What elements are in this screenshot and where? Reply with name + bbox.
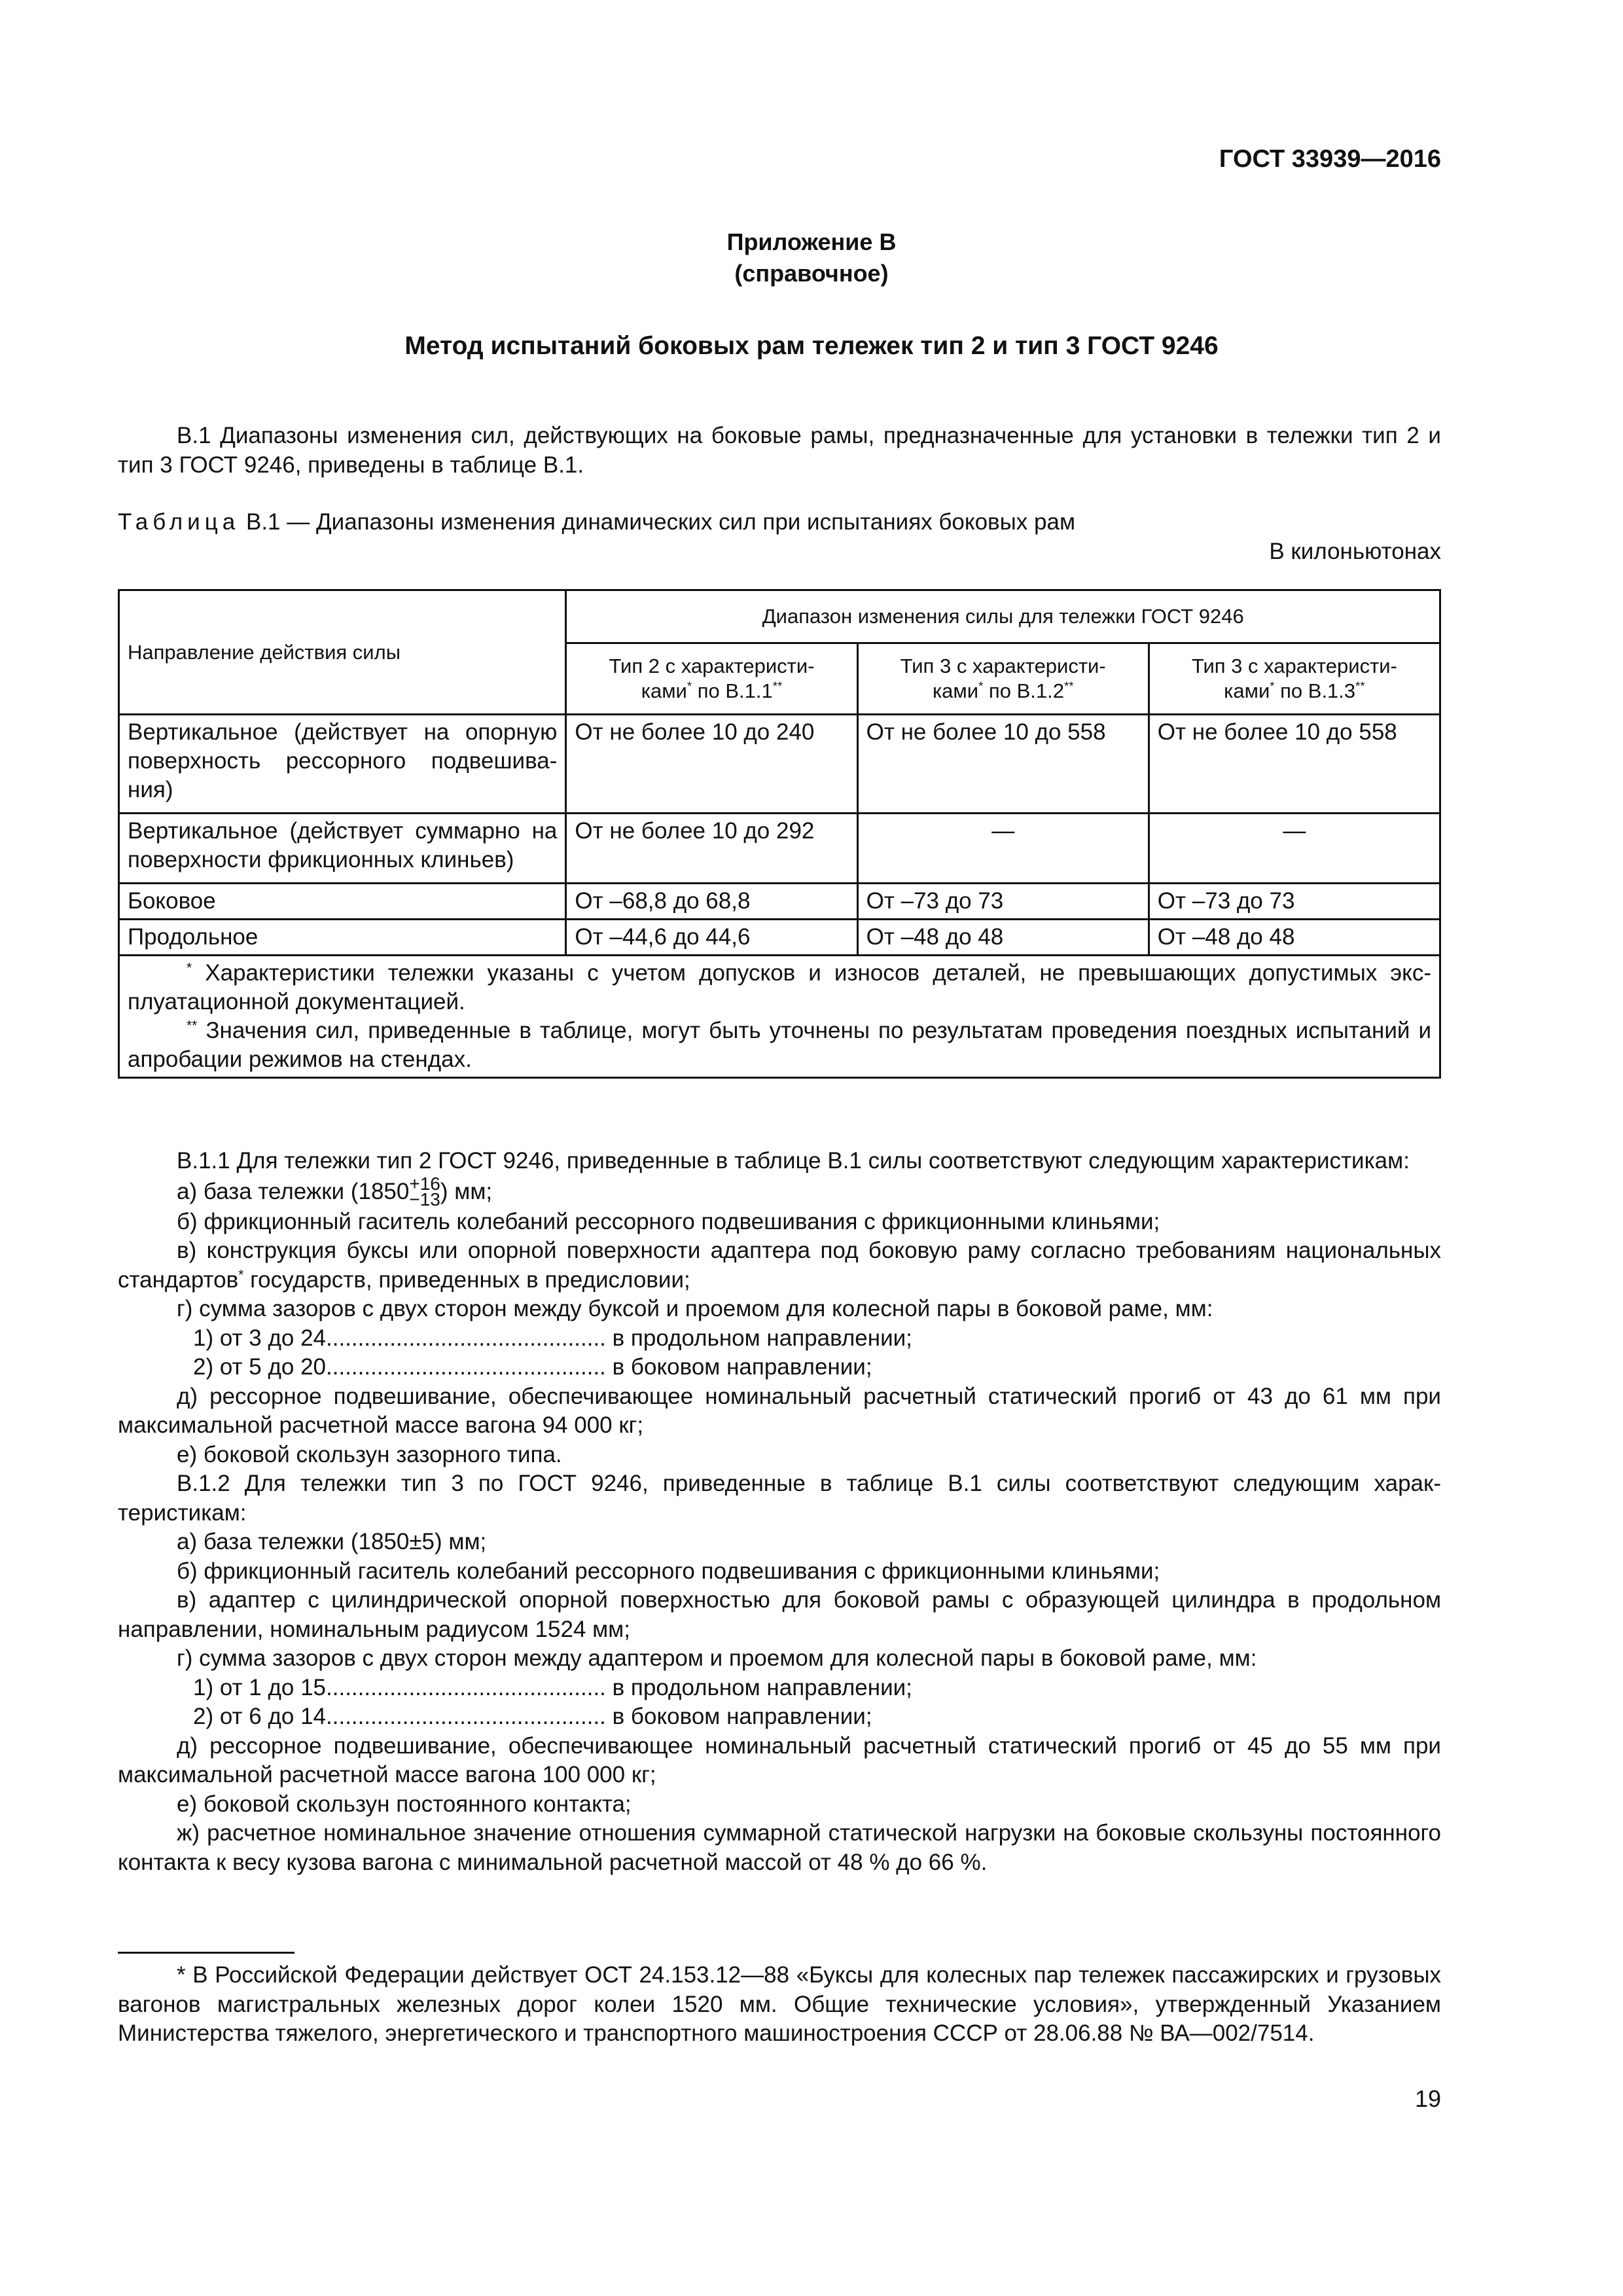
table-caption-label: Таблица	[118, 509, 240, 535]
footnote	[118, 1961, 1441, 2049]
footnote-mark: *	[177, 1962, 186, 1988]
b11-item-d2: 2) от 5 до 20............................................ в боковом направлении;	[193, 1354, 872, 1380]
method-title: Метод испытаний боковых рам тележек тип 2 и тип 3 ГОСТ 9246	[404, 332, 1219, 360]
intro-block	[118, 422, 1441, 480]
header-direction: Направление действия силы	[119, 590, 566, 715]
row-value-type3-b13: От –48 до 48	[1149, 920, 1440, 956]
subheader-type3-b12: Тип 3 с характеристи- ками* по В.1.2**	[857, 643, 1149, 715]
subheader-type3-b13: Тип 3 с характеристи- ками* по В.1.3**	[1149, 643, 1440, 715]
b12-lead: В.1.2 Для тележки тип 3 по ГОСТ 9246, приведенные в таблице В.1 силы соответствуют следующим характеристикам:	[118, 1471, 1441, 1526]
table-row	[119, 715, 1440, 814]
page-number: 19	[1414, 2085, 1441, 2112]
row-value-type3-b13: От –73 до 73	[1149, 884, 1440, 920]
b12-item-a: а) база тележки (1850±5) мм;	[177, 1529, 487, 1554]
table-note: * Характеристики тележки указаны с учетом допусков и износов деталей, не превышающих допустимых эксплуатационной документацией.	[128, 960, 1431, 1014]
b11-item-d1: 1) от 3 до 24............................................ в продольном направлении;	[193, 1325, 912, 1351]
b11-item-a: а) база тележки (1850 +16 −13 ) мм;	[177, 1173, 493, 1210]
b12-item-d: г) сумма зазоров с двух сторон между адаптером и проемом для колесной пары в боковой раме, мм:	[177, 1645, 1257, 1671]
b11-item-c: в) конструкция буксы или опорной поверхности адаптера под боковую раму согласно требованиям национальных стандартов* государств, приведенных в предисловии;	[118, 1238, 1441, 1293]
row-value-type3-b12: От –48 до 48	[857, 920, 1149, 956]
forces-table	[118, 589, 1441, 1079]
b12-item-e: д) рессорное подвешивание, обеспечивающее номинальный расчетный статический прогиб от 45 до 55 мм при максимальной расчетной массе вагона 100 000 кг;	[118, 1732, 1441, 1787]
b11-lead: В.1.1 Для тележки тип 2 ГОСТ 9246, приведенные в таблице В.1 силы соответствуют следующим характеристикам:	[177, 1148, 1410, 1174]
header-range: Диапазон изменения силы для тележки ГОСТ 9246	[566, 590, 1440, 643]
table-caption	[118, 508, 1441, 537]
table-units: В килоньютонах	[1269, 539, 1441, 564]
row-value-type3-b12: От –73 до 73	[857, 884, 1149, 920]
b12-item-g: ж) расчетное номинальное значение отношения суммарной статической нагрузки на боковые скользуны постоянного контакта к весу кузова вагона с минимальной расчетной массой от 48 % до 66 %.	[118, 1820, 1441, 1875]
b12-item-f: е) боковой скользун постоянного контакта;	[177, 1791, 632, 1817]
table-notes-row	[119, 956, 1440, 1078]
annex-heading	[0, 226, 1623, 289]
b12-item-c: в) адаптер с цилиндрической опорной поверхностью для боковой рамы с образующей цилиндра в продольном направлении, номинальным радиусом 1524 мм;	[118, 1587, 1441, 1642]
row-value-type3-b12: От не более 10 до 558	[857, 715, 1149, 814]
table-row	[119, 814, 1440, 884]
row-value-type2: От не более 10 до 292	[566, 814, 857, 884]
table-row	[119, 920, 1440, 956]
intro-paragraph: В.1 Диапазоны изменения сил, действующих на боковые рамы, предназначенные для установки в тележки тип 2 и тип 3 ГОСТ 9246, приведены в таблице В.1.	[118, 423, 1441, 478]
row-value-type2: От –68,8 до 68,8	[566, 884, 857, 920]
table-header-row	[119, 590, 1440, 643]
row-value-type2: От –44,6 до 44,6	[566, 920, 857, 956]
row-value-type2: От не более 10 до 240	[566, 715, 857, 814]
b11-item-d: г) сумма зазоров с двух сторон между буксой и проемом для колесной пары в боковой раме, мм:	[177, 1296, 1213, 1321]
b11-item-b: б) фрикционный гаситель колебаний рессорного подвешивания с фрикционными клиньями;	[177, 1208, 1160, 1234]
document-number: ГОСТ 33939—2016	[1219, 145, 1441, 173]
table-caption-text: В.1 — Диапазоны изменения динамических сил при испытаниях боковых рам	[245, 509, 1076, 535]
b11-item-e: д) рессорное подвешивание, обеспечивающее номинальный расчетный статический прогиб от 43 до 61 мм при максимальной расчетной массе вагона 94 000 кг;	[118, 1383, 1441, 1438]
footnote-text: В Российской Федерации действует ОСТ 24.153.12—88 «Буксы для колесных пар тележек пассажирских и грузовых вагонов магистральных железных дорог колеи 1520 мм. Общие технические условия», утвержденный Указанием Министерства тяжелого, энергетического и транспортного машиностроения СССР от 28.06.88 № ВА—002/7514.	[118, 1962, 1441, 2046]
table-row	[119, 884, 1440, 920]
b11-item-f: е) боковой скользун зазорного типа.	[177, 1441, 562, 1467]
row-value-type3-b13: От не более 10 до 558	[1149, 715, 1440, 814]
row-direction: Вертикальное (действует на опорную поверхность рессорного подвешивания)	[119, 715, 566, 814]
row-direction: Продольное	[119, 920, 566, 956]
annex-title: Приложение В	[726, 228, 897, 255]
subheader-type2: Тип 2 с характеристи- ками* по В.1.1**	[566, 643, 857, 715]
row-value-type3-b12: —	[857, 814, 1149, 884]
row-direction: Вертикальное (действует суммарно на поверхности фрикционных клиньев)	[119, 814, 566, 884]
row-value-type3-b13: —	[1149, 814, 1440, 884]
footnote-divider	[118, 1952, 294, 1954]
b12-item-d1: 1) от 1 до 15............................................ в продольном направлении;	[193, 1674, 912, 1700]
table-note: ** Значения сил, приведенные в таблице, могут быть уточнены по результатам проведения поездных испытаний и апробации режимов на стендах.	[128, 1018, 1431, 1072]
b12-item-d2: 2) от 6 до 14............................................ в боковом направлении;	[193, 1704, 872, 1729]
tolerance: +16 −13	[409, 1173, 440, 1210]
b12-item-b: б) фрикционный гаситель колебаний рессорного подвешивания с фрикционными клиньями;	[177, 1558, 1160, 1584]
row-direction: Боковое	[119, 884, 566, 920]
section-b11	[118, 1147, 1441, 1877]
annex-kind: (справочное)	[734, 260, 889, 287]
table-notes	[119, 956, 1440, 1078]
